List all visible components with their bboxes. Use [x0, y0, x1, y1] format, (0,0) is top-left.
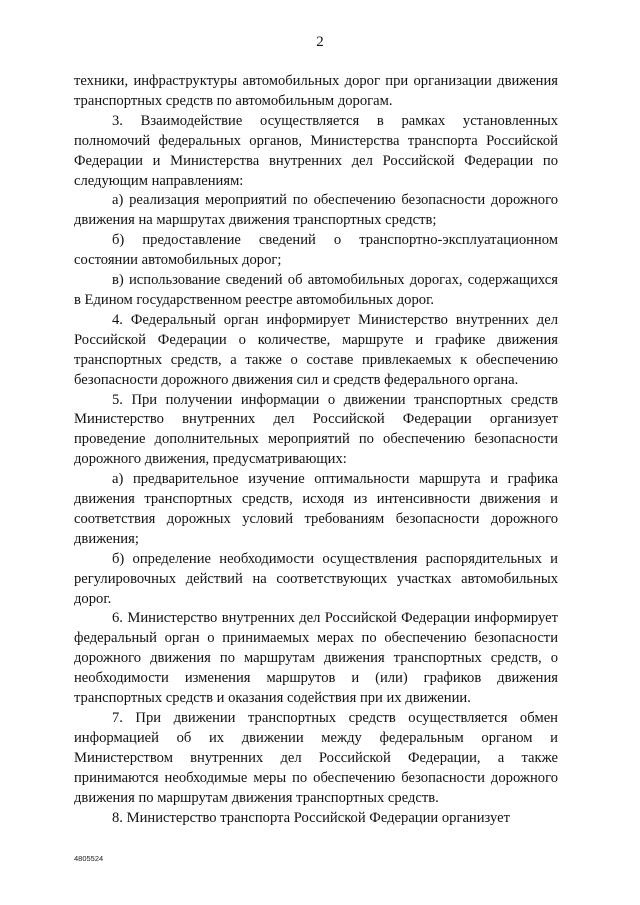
paragraph-item-3: 3. Взаимодействие осуществляется в рамках установленных полномочий федеральных органов, Министерства транспорта Российской Федерации и Министерства внутренних дел Российской Федерации по следующим направлениям:	[74, 112, 558, 189]
paragraph-item-4: 4. Федеральный орган информирует Министерство внутренних дел Российской Федерации о количестве, маршруте и графике движения транспортных средств, а также о составе привлекаемых к обеспечению безопасности дорожного движения сил и средств федерального органа.	[74, 311, 558, 388]
paragraph-item-3a: а) реализация мероприятий по обеспечению безопасности дорожного движения на маршрутах движения транспортных средств;	[74, 192, 558, 229]
paragraph-item-8: 8. Министерство транспорта Российской Федерации организует	[112, 809, 510, 826]
paragraph-item-7: 7. При движении транспортных средств осуществляется обмен информацией об их движении между федеральным органом и Министерством внутренних дел Российской Федерации, а также принимаются необходимые меры по обеспечению безопасности дорожного движения по маршрутам движения транспортных средств.	[74, 710, 558, 806]
paragraph-item-5a: а) предварительное изучение оптимальности маршрута и графика движения транспортных средств, исходя из интенсивности движения и соответствия дорожных условий требованиям безопасности дорожного движения;	[74, 471, 558, 547]
page-number: 2	[316, 34, 324, 50]
paragraph-item-3b: б) предоставление сведений о транспортно-эксплуатационном состоянии автомобильных дорог;	[74, 232, 558, 269]
paragraph-item-6: 6. Министерство внутренних дел Российской Федерации информирует федеральный орган о принимаемых мерах по обеспечению безопасности дорожного движения по маршрутам движения транспортных средств, о необходимости изменения маршрутов и (или) графиков движения транспортных средств и оказания содействия при их движении.	[74, 610, 558, 707]
document-body	[74, 72, 558, 828]
paragraph-item-5: 5. При получении информации о движении транспортных средств Министерство внутренних дел Российской Федерации организует проведение дополнительных мероприятий по обеспечению безопасности дорожного движения, предусматривающих:	[74, 391, 558, 468]
paragraph-item-5b: б) определение необходимости осуществления распорядительных и регулировочных действий на соответствующих участках автомобильных дорог.	[74, 550, 558, 607]
paragraph-continuation: техники, инфраструктуры автомобильных дорог при организации движения транспортных средств по автомобильным дорогам.	[74, 73, 558, 109]
document-code: 4805524	[74, 854, 104, 863]
paragraph-item-3v: в) использование сведений об автомобильных дорогах, содержащихся в Едином государственном реестре автомобильных дорог.	[74, 272, 558, 308]
